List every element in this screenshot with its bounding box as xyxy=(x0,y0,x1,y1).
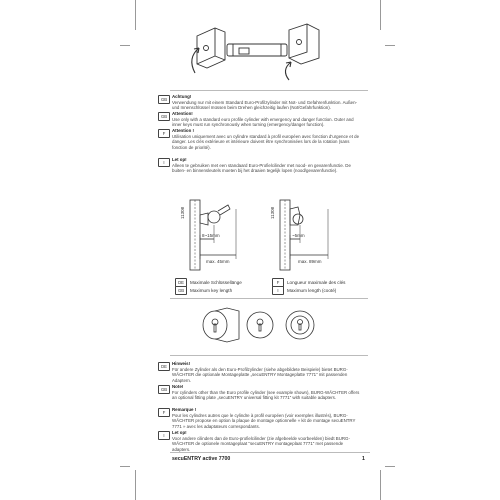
lang-badge: I xyxy=(272,286,284,295)
vertical-dim-label: 11308 xyxy=(180,206,185,219)
section-divider xyxy=(170,355,368,356)
lang-badge: F xyxy=(272,278,284,287)
warning-section-gb xyxy=(160,111,362,128)
section-heading: Remarque ! xyxy=(172,407,197,412)
warning-section-f xyxy=(162,128,362,150)
crop-mark xyxy=(385,466,395,467)
warning-section-de xyxy=(160,94,362,111)
page-number: 1 xyxy=(362,456,365,462)
section-text: Utilisation uniquement avec un cylindre standard à profil européen avec fonction d'urgence et de danger. Les clés extérieure et intérieure doivent être synchronisées lors de la rotation (sans fonction de priorité). xyxy=(172,133,360,150)
warning-section-nl xyxy=(163,157,362,174)
footer-title: secuENTRY active 7700 xyxy=(172,456,231,462)
lang-badge: GB xyxy=(158,112,170,121)
section-text: Pour les cylindres autres que le cylindre à profil européen (voir exemples illustrés), BURG-WÄCHTER propose en option la plaque de montage optionnelle « kit de montage secuENTRY 7771 » avec les adaptateurs correspondants. xyxy=(172,412,356,429)
key-length-diagram xyxy=(180,195,360,275)
legend-item xyxy=(175,286,232,295)
dim-label-right-1: ~5mm xyxy=(292,233,305,238)
crop-mark xyxy=(380,470,381,500)
section-divider xyxy=(170,90,368,91)
lang-badge: F xyxy=(158,408,170,417)
lang-badge: I xyxy=(158,431,170,440)
lang-badge: GB xyxy=(158,385,170,394)
crop-mark xyxy=(385,45,395,46)
crop-mark xyxy=(380,0,381,30)
section-text: Verwendung nur mit einem Standard Euro-Profilzylinder mit Not- und Gefahrenfunktion. Außen- und Innenschlüssel müssen beim Drehen gleichzeitig laufen (Not/Gefahrfunktion). xyxy=(172,99,357,111)
legend-text: Maximum key length xyxy=(190,288,233,293)
crop-mark xyxy=(120,45,130,46)
crop-mark xyxy=(135,0,136,30)
note-section-f xyxy=(162,407,362,429)
legend-text: Longueur maximale des clés xyxy=(287,280,346,285)
legend-item xyxy=(272,286,336,295)
lang-badge: DE xyxy=(175,278,187,287)
dim-label-left-2: max. 45mm xyxy=(206,259,230,264)
section-heading: Let op! xyxy=(172,157,187,162)
vertical-dim-label: 11308 xyxy=(270,206,275,219)
lang-badge: I xyxy=(158,158,170,167)
lang-badge: GB xyxy=(175,286,187,295)
lang-badge: DE xyxy=(158,362,170,371)
lang-badge: GB xyxy=(158,95,170,104)
note-section-nl xyxy=(163,430,362,452)
cylinder-examples-illustration xyxy=(195,300,325,350)
section-heading: Attention! xyxy=(172,111,193,116)
section-text: For cylinders other than the Euro profile cylinder (see example shown), BURG-WÄCHTER offers an optional fitting plate „secuENTRY universal fitting kit 7771“ with suitable adapters. xyxy=(172,389,360,401)
note-section-gb xyxy=(160,384,362,401)
section-heading: Note! xyxy=(172,384,184,389)
section-text: Use only with a standard euro profile cylinder with emergency and danger function. Outer and inner keys must run synchronously when turning (emergency/danger function). xyxy=(172,116,354,128)
section-heading: Hinweis! xyxy=(172,361,191,366)
crop-mark xyxy=(120,466,130,467)
legend-text: Maximale Schlüssellänge xyxy=(190,280,242,285)
lang-badge: F xyxy=(158,129,170,138)
crop-mark xyxy=(135,470,136,500)
section-heading: Let op! xyxy=(172,430,187,435)
section-text: Voor andere cilinders dan de Euro-profielcilinder (zie afgebeelde voorbeelden) biedt BURG-WÄCHTER de optionele montageplaat "secuENTRY montageplaat 7771" met passende adapters. xyxy=(172,435,350,452)
dim-label-left-1: 8~15mm xyxy=(202,233,220,238)
section-heading: Achtung! xyxy=(172,94,192,99)
section-divider xyxy=(170,298,368,299)
section-text: Für andere Zylinder als den Euro-Profilzylinder (siehe abgebildete Beispiele) bietet BURG-WÄCHTER die optionale Montageplatte „secuENTRY Montageplatte 7771“ mit passenden Adaptern. xyxy=(172,366,348,383)
dim-label-right-2: max. 89mm xyxy=(298,259,322,264)
note-section-de xyxy=(161,361,362,383)
legend-text: Maximum length (cooté) xyxy=(287,288,337,293)
cylinder-installation-illustration xyxy=(185,18,335,90)
section-heading: Attention ! xyxy=(172,128,194,133)
section-text: Alleen te gebruiken met een standaard Euro-Profielcilinder met nood- en gevarenfunctie. De buiten- en binnensleutels moeten bij het draaien tegelijk lopen (nood/gevarenfunctie). xyxy=(172,162,351,174)
